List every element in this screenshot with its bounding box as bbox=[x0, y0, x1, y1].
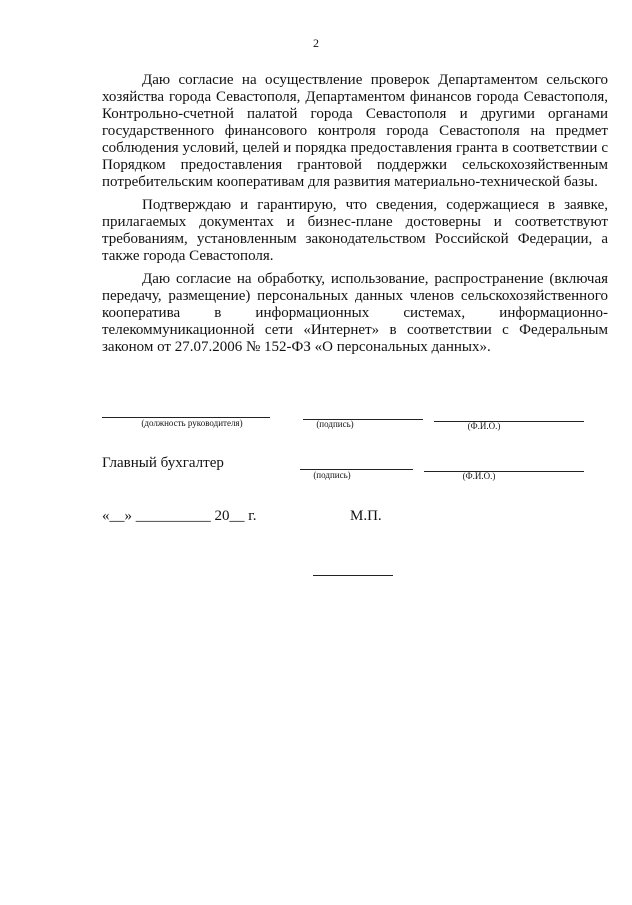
confirmation-paragraph: Подтверждаю и гарантирую, что сведения, содержащиеся в заявке, прилагаемых документах и бизнес-плане достоверны и соответствуют требованиям, установленным законодательством Российской Федерации, а также города Севастополя. bbox=[102, 197, 608, 264]
head-position-caption: (должность руководителя) bbox=[141, 418, 243, 428]
date-line: «__» __________ 20__ г. bbox=[102, 508, 257, 524]
chief-accountant-label: Главный бухгалтер bbox=[102, 455, 224, 471]
accountant-signature-caption: (подпись) bbox=[313, 470, 351, 480]
head-signature-caption: (подпись) bbox=[316, 419, 354, 429]
head-name-caption: (Ф.И.О.) bbox=[467, 421, 501, 431]
stamp-place: М.П. bbox=[350, 508, 382, 524]
accountant-name-caption: (Ф.И.О.) bbox=[462, 471, 496, 481]
document-body bbox=[102, 72, 608, 362]
page-number: 2 bbox=[313, 36, 319, 50]
consent-audit-paragraph: Даю согласие на осуществление проверок Департаментом сельского хозяйства города Севастополя, Департаментом финансов города Севастополя, Контрольно-счетной палатой города Севастополя и другими органами государственного финансового контроля города Севастополя на предмет соблюдения условий, целей и порядка предоставления гранта в соответствии с Порядком предоставления грантовой поддержки сельскохозяйственным потребительским кооперативам для развития материально-технической базы. bbox=[102, 72, 608, 190]
closing-divider bbox=[313, 575, 393, 576]
personal-data-consent-paragraph: Даю согласие на обработку, использование, распространение (включая передачу, размещение) персональных данных членов сельскохозяйственного кооператива в информационных системах, информационно-телекоммуникационной сети «Интернет» в соответствии с Федеральным законом от 27.07.2006 № 152-ФЗ «О персональных данных». bbox=[102, 271, 608, 355]
